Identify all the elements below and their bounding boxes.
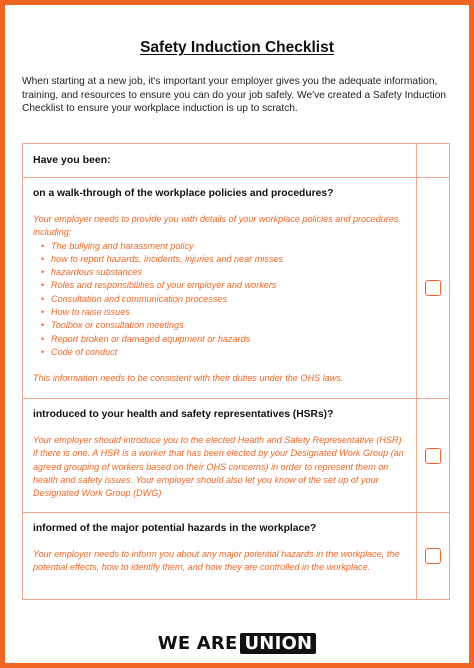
checklist-note: This information needs to be consistent with their duties under the OHS laws. (33, 373, 344, 384)
list-item: • Roles and responsibilities of your employer and workers (41, 279, 406, 292)
table-header: Have you been: (33, 154, 111, 166)
list-item: • How to raise issues (41, 306, 406, 319)
checklist-question: informed of the major potential hazards in the workplace? (33, 523, 317, 534)
checklist-description: Your employer needs to inform you about any major potential hazards in the workplace, the potential effects, how to identify them, and how they are controlled in the workplace. (33, 549, 400, 573)
list-item: • The bullying and harassment policy (41, 240, 406, 253)
checklist-item-content (23, 513, 416, 599)
checkbox-cell (416, 513, 449, 599)
table-header-row (23, 144, 449, 177)
intro-paragraph: When starting at a new job, it's important your employer gives you the adequate information, training, and resources to ensure you can do your job safely. We've created a Safety Induction Checklist to ensure your workplace induction is up to scratch. (22, 76, 447, 115)
checklist-item-content (23, 399, 416, 512)
checklist-description: Your employer needs to provide you with details of your workplace policies and procedures including: (33, 214, 399, 238)
list-item: • Report broken or damaged equipment or hazards (41, 333, 406, 346)
checklist-item (23, 177, 449, 398)
checklist-item (23, 512, 449, 599)
policy-list (33, 240, 406, 360)
list-item: • Consultation and communication processes (41, 293, 406, 306)
list-item: • hazardous substances (41, 266, 406, 279)
logo-text: WE ARE (157, 633, 238, 654)
checklist-item-content (23, 178, 416, 398)
checklist-table (22, 143, 450, 600)
logo-boxed-text: UNION (240, 633, 316, 654)
checkbox-cell (416, 178, 449, 398)
checklist-question: on a walk-through of the workplace policies and procedures? (33, 188, 334, 199)
page-title: Safety Induction Checklist (140, 39, 334, 56)
checklist-description: Your employer should introduce you to the elected Health and Safety Representative (HSR) if there is one. A HSR is a worker that has been elected by your Designated Work Group (an agreed grouping of workers based on their OHS concerns) in order to represent them on health and safety issues. Your employer should also let you know of the set up of your Designated Work Group (DWG) (33, 435, 404, 499)
table-header-check-cell (416, 144, 449, 177)
checkbox-walkthrough[interactable] (425, 280, 441, 296)
checklist-question: introduced to your health and safety representatives (HSRs)? (33, 409, 334, 420)
list-item: • Toolbox or consultation meetings (41, 319, 406, 332)
checkbox-cell (416, 399, 449, 512)
list-item: • Code of conduct (41, 346, 406, 359)
checkbox-hazards[interactable] (425, 548, 441, 564)
we-are-union-logo (5, 633, 469, 654)
list-item: • how to report hazards, incidents, injuries and near misses (41, 253, 406, 266)
checklist-item (23, 398, 449, 512)
checkbox-hsr[interactable] (425, 448, 441, 464)
